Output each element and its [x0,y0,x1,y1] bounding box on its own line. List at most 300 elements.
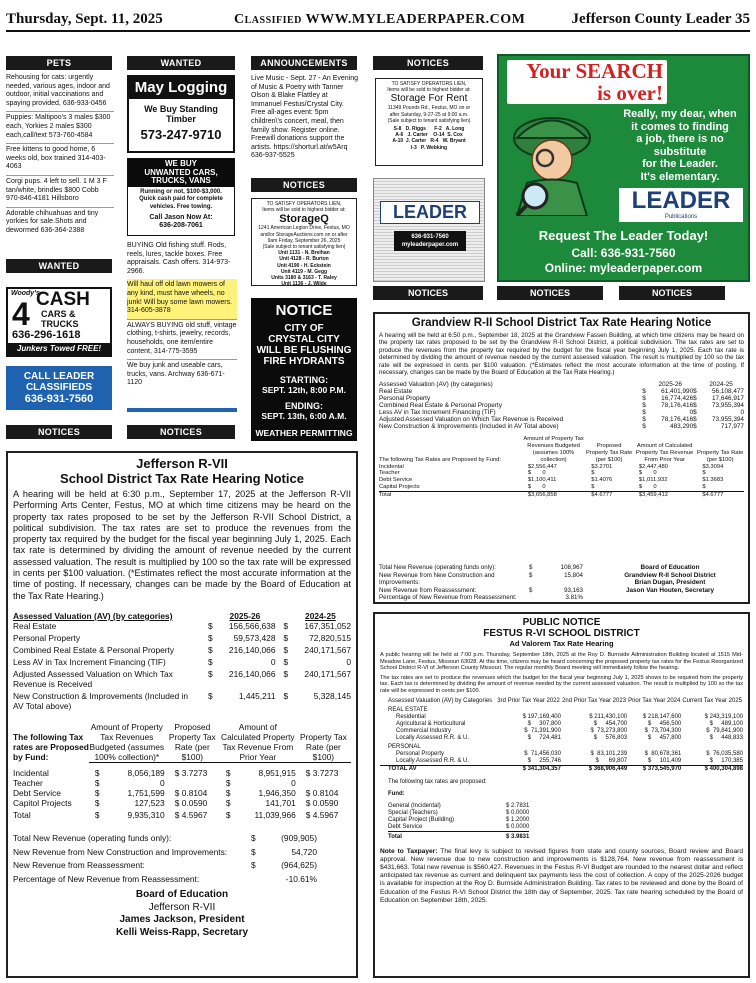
jefferson-av-cell: New Construction & Improvements (Included in AV Total above) [13,690,189,711]
grandview-notice [373,312,750,604]
festus-re-row-cell: $ 79,841,900 [706,727,743,734]
festus-pp-row-cell: $ 71,456,030 [524,751,561,758]
jefferson-av-cell: 156,566,638 [228,620,276,631]
jefferson-av-cell: 59,573,428 [233,632,276,643]
storagefr-line: after Saturday, 9-27-25 at 9:00 a.m. [389,111,469,118]
search-ad-line: it comes to finding [631,120,729,133]
festus-re-row-cell: $ 448,833 [709,734,743,741]
grandview-total-label: Percentage of New Revenue from Reassessment: [379,594,517,602]
festus-total-cell: $ 341,304,357 [522,766,561,773]
grandview-rate-cell: Total [379,491,392,498]
may-logging-title: May Logging [129,77,233,99]
we-buy-line: Call Jason Now At: [149,214,213,221]
festus-re-row-cell: $ 456,500 [647,720,682,727]
header-page: Jefferson County Leader 35 [571,11,750,27]
jefferson-av-cell: $ [283,656,289,667]
we-buy-body [128,189,234,230]
festus-fund-total: $ 3.9831 [506,834,530,841]
jefferson-av-cell: $ [283,644,289,655]
storageq-line: (Sale subject to tenant satisfying lien) [262,244,346,251]
jefferson-rate-cell: $ 3.7273 [174,768,208,779]
search-ad-h1: Your SEARCH [526,59,663,83]
grandview-av-row [379,395,744,402]
hydrant-line: CRYSTAL CITY [268,334,340,345]
jefferson-rate-cell: 8,056,189 [127,768,165,779]
jefferson-av-cell: $ [283,632,289,643]
pets-item: Free kittens to good home, 6 weeks old, box trained 314-403-4063 [6,143,114,175]
festus-re-row-cell: Locally Assessed R.R. & U. [396,734,470,741]
notices-header-2: NOTICES [127,425,235,439]
jefferson-rate-cell: $ [225,798,231,809]
grandview-av-cell: $ [693,402,697,410]
festus-pp-row-cell: Locally Assessed R.R. & U. [396,758,470,765]
jefferson-total-row [13,832,351,846]
search-ad-line: for the Leader. [642,158,718,170]
festus-pp-row-cell: $ 255,746 [527,758,561,765]
festus-re-row-cell: $ 73,273,800 [590,727,628,734]
grandview-av-head: Assessed Valuation (AV) (by categories) [379,381,493,389]
search-ad-call: Call: 636-931-7560 [571,246,676,260]
grandview-av-cell: $ [693,416,697,424]
grandview-rate-cell: $2,447,480 [638,463,668,470]
grandview-av-cell: 0 [740,409,744,417]
grandview-total-row [379,587,589,595]
we-buy-line: UNWANTED CARS, [144,167,218,177]
hydrant-end-label: ENDING: [285,401,323,411]
jefferson-rate-cell: Capitol Projects [13,798,72,809]
storageq-line: TO SATISFY OPERATORS LIEN, [266,201,342,207]
jefferson-total-val: (964,625) [281,860,317,871]
search-ad-body [614,108,746,183]
pets-header: PETS [6,56,112,70]
leader-newspaper-ad [373,178,485,282]
jefferson-total-label: New Revenue from Reassessment: [13,860,145,871]
storagefr-line: (Sale subject to tenant satisfying lien) [387,117,471,124]
jefferson-av-cell: 240,171,567 [304,668,351,679]
grandview-av-row [379,388,744,395]
jefferson-rate-cell: 0 [291,778,296,789]
jefferson-av-row [13,669,351,691]
detective-figure [507,108,597,216]
notices-header-5: NOTICES [373,286,483,300]
festus-title-3: Ad Valorem Tax Rate Hearing [509,639,614,648]
header-section: Classified WWW.MYLEADERPAPER.COM [234,12,526,27]
festus-head: 2nd Prior Tax Year 2023 [562,698,627,704]
festus-total-cell: $ 400,304,898 [704,766,743,773]
jefferson-total-label: New Revenue from New Construction and Improvements: [13,846,228,857]
grandview-av-row [379,416,744,423]
jefferson-rate-cell: $ [94,788,100,799]
grandview-total-row [379,572,589,587]
grandview-rate-cell: $3.3094 [702,463,724,470]
grandview-rate-cell: Incidental [379,463,404,470]
jefferson-total-val: -10.61% [285,873,317,884]
festus-fund-name: General (Incidental) [388,803,441,810]
festus-fund-row [388,824,529,832]
jefferson-sig-line: Board of Education [135,889,229,901]
woody-cash-ad [6,287,112,357]
grandview-sig-line: Jason Van Houten, Secretary [625,586,715,594]
grandview-rate-row [379,477,744,484]
festus-re-row [380,735,743,742]
grandview-total-val: 15,804 [564,571,583,579]
festus-pp-row-cell: $ 76,035,580 [706,751,743,758]
grandview-av-cell: $ [693,409,697,417]
grandview-av-cell: 73,955,394 [712,402,744,410]
storageq-unit: Unit 1131 - N. Brelhan [278,250,330,257]
grandview-av-cell: 61,401,990 [661,388,694,396]
grandview-av-cell: Adjusted Assessed Valuation on Which Tax Revenue is Received [379,416,564,424]
grandview-rate-head: The following Tax Rates are Proposed by Fund: [379,456,502,463]
hydrant-line: FIRE HYDRANTS [263,356,345,367]
jefferson-rate-cell: $ 0.0590 [174,798,208,809]
search-ad-line: a job, there is no [636,133,724,145]
jefferson-av-table [13,611,351,713]
grandview-total-cur [529,594,543,602]
we-buy-line: vehicles. Free towing. [149,203,213,210]
jefferson-av-row [13,657,351,669]
grandview-av-cell: Less AV in Tax Increment Financing (TIF) [379,409,496,417]
festus-total-cell: $ 373,545,970 [642,766,682,773]
festus-note-text: The final levy is subject to revised figures from state and county sources, Board review and Board approval. New revenue due to new construction and improvements is $128,764. New revenue from reassessment is $431,663. Total new revenue is $560,427. Revenues in the Festus R-VI Budget are rounded to the nearest dollar and reflect anticipated tax revenue as current and delinquent tax payments less the cost of collection. A copy of the 2025-2026 budget is available for inspection at the Roy D. Burnside Administration Building. Tax rates to be reviewed and done by the Board of Education of the Festus R-VI School District the 18th day of September, 2025. Tax rate hearing scheduled by the Board of Education on September 18th, 2025. [380,848,744,904]
grandview-title: Grandview R-II School District Tax Rate Hearing Notice [411,317,712,329]
wanted-item-highlighted: Will haul off old lawn mowers of any kind, must have wheels, no junk! Will buy some lawn mowers. 314-605-3878 [127,279,237,318]
jefferson-rate-head: Amount of Calculated Property Tax Revenue From Prior Year [221,721,295,762]
festus-fund-total: Total [388,834,402,841]
festus-fund-table [388,803,529,841]
woody-cars: CARS & [41,309,76,319]
grandview-av-cell: $ [642,395,646,403]
search-ad-logo-sub: Publications [664,214,698,220]
festus-re-row [380,714,743,721]
pets-item: Rehousing for cats: urgently needed, various ages, indoor and outdoor, initial vaccinations and spaying provided, 636-933-0456 [6,74,110,107]
grandview-total-label: Total New Revenue (operating funds only): [379,564,496,571]
grandview-rate-cell: $ [591,470,595,477]
grandview-rate-row [379,464,744,471]
jefferson-total-row [13,859,351,873]
grandview-rate-cell: $1.3683 [702,477,724,484]
jefferson-rate-cell: 0 [160,778,165,789]
grandview-av-cell: Combined Real Estate & Personal Property [379,402,502,410]
jefferson-total-row [13,873,351,887]
jefferson-rate-cell: $ [94,810,100,821]
festus-re-row-cell: $ 454,700 [593,720,628,727]
leader-logo-small: LEADER [380,201,480,224]
hydrant-weather: WEATHER PERMITTING [255,428,353,438]
grandview-total-cur: $ [529,571,533,579]
festus-re-row [380,721,743,728]
call-leader-line: CALL LEADER [23,371,95,382]
grandview-av-row [379,423,744,430]
festus-head: 3rd Prior Tax Year 2022 [497,698,560,704]
grandview-av-table [379,381,744,430]
festus-re-row-cell: $ 489,100 [709,720,743,727]
search-over-ad [497,54,750,282]
grandview-total-row [379,594,589,602]
jefferson-av-cell: 5,328,145 [313,690,351,701]
storagefr-unit: S-8 D. Riggs F-2 A. Long [393,126,465,133]
jefferson-av-cell: 216,140,066 [228,668,276,679]
jefferson-av-cell: Adjusted Assessed Valuation on Which Tax Revenue is Received [13,668,173,689]
jefferson-rate-cell: 1,751,599 [127,788,165,799]
grandview-rate-cell: $ 0 [527,484,546,491]
grandview-rate-head: Amount of Calculated Property Tax Revenue From Prior Year [636,443,694,463]
jefferson-av-cell: 0 [346,656,351,667]
pets-item: Adorable chihuahuas and tiny yorkies for sale.Shots and dewormed 636-364-2388 [6,207,114,239]
jefferson-rate-cell: 1,946,350 [258,788,296,799]
woody-brand: Woody's [11,290,40,297]
jefferson-rate-cell: Incidental [13,768,49,779]
festus-p2: The tax rates are set to produce the revenues which the budget for the fiscal year beginning July 1, 2025 shows to be required from the property tax. Each tax is determined by dividing the amount of revenue needed by the current assessed valuation. The result is multiplied by 100 so the tax rate will be expressed in cents per $100. [380,674,743,694]
jefferson-av-cell: Real Estate [13,620,57,631]
festus-re-row-cell: $ 197,169,400 [522,713,561,720]
storagefr-line: TO SATISFY OPERATORS LIEN, [391,81,467,87]
festus-re-row-cell: Residential [396,713,426,720]
festus-av-table [380,698,743,773]
woody-phone: 636-296-1618 [12,329,81,341]
storagefr-name: Storage For Rent [390,93,468,105]
grandview-year: 2024-25 [709,381,733,389]
grandview-av-cell: $ [693,423,697,431]
grandview-rate-cell: $1,011,932 [638,477,668,484]
we-buy-cars-ad [127,158,235,236]
grandview-rate-cell: $ 0 [638,470,657,477]
jefferson-totals [13,832,351,886]
jefferson-title-2: School District Tax Rate Hearing Notice [60,471,304,486]
festus-title-1: PUBLIC NOTICE [522,617,601,628]
jefferson-rate-table [13,722,351,821]
festus-pp-row [380,751,743,758]
wanted-header-1: WANTED [127,56,235,70]
festus-proposed: The following tax rates are proposed: [388,779,487,786]
grandview-total-val: 108,967 [560,564,583,571]
grandview-av-cell: Personal Property [379,395,431,403]
grandview-rate-cell: Teacher [379,470,400,477]
jefferson-rate-cell: $ 3.7273 [305,768,339,779]
jefferson-rate-row [13,788,351,798]
festus-pp-row-cell: $ 69,807 [595,758,628,765]
festus-fund-rate: $ 0.0000 [506,824,530,831]
call-leader-phone: 636-931-7560 [24,393,94,405]
grandview-rate-cell: $1,100,411 [527,477,557,484]
jefferson-rate-cell: 8,951,915 [258,768,296,779]
festus-re-row-cell: Agricultural & Horticultural [396,720,466,727]
festus-re-row-cell: $ 457,800 [647,734,682,741]
festus-pp-label: PERSONAL [388,744,421,751]
grandview-av-cell: 73,955,394 [712,416,744,424]
notices-header-1: NOTICES [6,425,112,439]
blue-rule [127,408,237,412]
announcements-header: ANNOUNCEMENTS [251,56,357,70]
pets-item: Puppies: Maltipoo's 3 males $300 each, Yorkies 2 males $300 each,call/text 573-760-4584 [6,111,114,143]
jefferson-rate-cell: $ 0.0590 [305,798,339,809]
grandview-rate-cell: $3.2701 [591,463,613,470]
festus-total-cell: $ 368,906,449 [588,766,628,773]
jefferson-av-head: Assessed Valuation (AV) (by categories) [13,610,173,621]
storageq-line: Items will be sold to highest bidder at: [262,207,346,214]
grandview-rate-row [379,491,744,498]
jefferson-av-cell: Personal Property [13,632,81,643]
notices-header-4: NOTICES [373,56,483,70]
festus-re-row-cell: $ 218,147,600 [642,713,682,720]
jefferson-rate-cell: 141,701 [265,798,296,809]
grandview-paragraph: A hearing will be held at 6:50 p.m., September 18, 2025 at the Grandview Fassen Building, at which time citizens may be heard on the property tax rates proposed to be set by the Grandview R-II School District, a political subdivision. The tax rates are set to produce the revenues from the property tax required by the budget for the fiscal year beginning July 1, 2025. Each tax rate is determined by dividing the amount of revenue needed by the current assessed valuation. The result is multiplied by 100 so the tax rate will be expressed in cents per $100 valuation. (*Estimates reflect the most accurate information at the time of posting. If necessary, changes can be made by the Board of Education at the Tax Rate Hearing.) [379,332,744,377]
search-ad-logo [619,188,743,222]
jefferson-sig-line: Jefferson R-VII [148,901,216,913]
hydrant-line: CITY OF [284,323,324,334]
jefferson-rate-cell: $ 4.5967 [174,810,208,821]
jefferson-rate-cell [165,778,220,788]
search-ad-logo-text: LEADER [631,187,731,214]
may-logging-line: We Buy Standing [144,104,218,114]
jefferson-rate-cell: 11,039,966 [254,810,296,821]
festus-fund-rate: $ 0.0000 [506,810,530,817]
festus-pp-row-cell: $ 80,678,361 [644,751,682,758]
jefferson-av-cell: $ [207,668,213,679]
wanted-item: We buy junk and useable cars, trucks, vans. Archway 636-671-1120 [127,359,237,391]
grandview-rate-cell: $3,656,858 [527,491,557,498]
we-buy-line: Quick cash paid for complete [139,196,223,202]
festus-head: Assessed Valuation (AV) by Categories [388,698,493,704]
jefferson-total-val: 54,720 [291,846,317,857]
jefferson-rate-cell [296,778,351,788]
we-buy-line: Running or not, $100-$3,000. [140,188,222,195]
we-buy-line: WE BUY [165,159,197,168]
grandview-av-cell: $ [693,388,697,396]
wanted-item: BUYING Old fishing stuff. Rods, reels, lures, tackle boxes. Free appraisals. Cash offers. 314-973-2966. [127,242,231,275]
jefferson-rate-cell: Debt Service [13,788,61,799]
hydrant-start: SEPT. 12th, 8:00 P.M. [262,385,346,395]
grandview-total-row [379,564,589,572]
we-buy-line: TRUCKS, VANS [151,176,211,185]
jefferson-rate-head: Proposed Property Tax Rate (per $100) [165,722,220,763]
festus-re-row-cell: $ 243,319,100 [704,713,743,720]
notices-header-3: NOTICES [251,178,357,192]
jefferson-rate-cell: 9,935,310 [127,810,165,821]
search-ad-line: Really, my dear, when [623,108,737,120]
jefferson-total-label: Percentage of New Revenue from Reassessment: [13,873,200,884]
storagefr-unit: A-6 J. Carter O-14 S. Cox [395,132,463,139]
festus-title-2: FESTUS R-VI SCHOOL DISTRICT [483,628,640,639]
call-leader-ad [6,366,112,410]
header-date: Thursday, Sept. 11, 2025 [6,11,163,27]
jefferson-rate-cell: $ 4.5967 [305,810,339,821]
festus-pp-row-cell: $ 170,385 [709,758,743,765]
hydrant-line: WILL BE FLUSHING [256,345,352,356]
storageq-line: and/or StorageAuctions.com on or after [260,231,348,238]
grandview-totals [379,564,589,602]
storagefr-line: 11349 Pounds Rd., Festus, MO on or [387,105,471,112]
jefferson-paragraph: A hearing will be held at 6:30 p.m., September 17, 2025 at the Jefferson R-VII Performing Arts Center, Festus, MO at which time citizens may be heard on the property tax rates proposed to be set by the Jefferson R-VII School District, a political subdivision. The tax rates are set to produce the revenues from the property tax required by the budget for the fiscal year beginning July 1, 2025. Each tax rate is determined by dividing the amount of revenue needed by the current assessed valuation. The result is multiplied by 100 so the tax rate will be expressed in cents per $100 valuation. (*Estimates reflect the most accurate information at the time of posting. If necessary, changes can be made by the Board of Education at the Tax Rate Hearing.) [13,489,351,601]
jefferson-av-cell: $ [283,690,289,701]
grandview-rate-head: Proposed Property Tax Rate (per $100) [585,443,633,463]
storageq-notice [251,198,357,286]
festus-re-row-cell: Commercial Industry [396,727,452,734]
jefferson-rate-cell: $ [225,788,231,799]
grandview-year: 2025-26 [658,381,682,389]
storageq-unit: Units 3180 & 3163 - T. Raley [271,275,337,282]
jefferson-rate-cell: $ [94,778,100,789]
jefferson-rate-cell: $ [94,798,100,809]
jefferson-year: 2025-26 [229,610,261,621]
festus-fund-row [388,803,529,810]
jefferson-sig-line: Kelli Weiss-Rapp, Secretary [115,926,249,938]
festus-fund-name: Special (Teachers) [388,810,438,817]
festus-re-row-cell: $ 73,704,300 [644,727,682,734]
jefferson-rate-cell: $ [94,768,100,779]
storageq-unit: Unit 4128 - R. Burton [279,256,329,263]
grandview-av-cell: 17,646,917 [712,395,744,403]
grandview-total-cur: $ [529,564,533,571]
storageq-unit: Unit 1136 - J. Wilde [281,281,327,288]
hydrant-start-label: STARTING: [279,375,329,385]
festus-pp-row [380,758,743,765]
may-logging-phone: 573-247-9710 [140,127,222,142]
jefferson-av-row [13,621,351,633]
we-buy-cars-head [128,159,234,187]
festus-re-row-cell: $ 71,391,900 [524,727,561,734]
festus-re-label: REAL ESTATE [388,706,428,713]
woody-four: 4 [12,296,30,332]
jefferson-av-cell: $ [207,644,213,655]
grandview-sig-line: Board of Education [640,564,700,571]
grandview-rate-cell: $1.4076 [591,477,613,484]
storagefr-line: Items will be sold to highest bidder at: [387,87,471,94]
festus-re-row-cell: $ 307,800 [527,720,561,727]
jefferson-rate-row [13,808,351,820]
grandview-rate-cell: $2,556,447 [527,463,557,470]
grandview-av-cell: $ [642,409,646,417]
jefferson-rate-cell: Teacher [13,778,43,789]
grandview-av-cell: Real Estate [379,388,413,396]
grandview-total-val: 3.81% [565,594,583,602]
hydrant-title: NOTICE [275,302,333,319]
may-logging-ad [127,75,235,153]
festus-note [380,848,743,905]
storagefr-unit: A-10 J. Carter R-4 W. Bryant [392,138,466,145]
storageq-name: StorageQ [279,213,329,226]
grandview-sig-line: Grandview R-II School District [624,571,716,579]
festus-fund-row [388,810,529,817]
grandview-rate-cell: Capital Projects [379,484,420,491]
jefferson-rate-head: The following Tax rates are Proposed by Fund: [13,732,89,763]
jefferson-rate-row [13,778,351,788]
wanted-item: ALWAYS BUYING old stuff, vintage clothing, t-shirts, jewelry, records, households, one item/entire content, 314-775-3595 [127,319,237,359]
jefferson-rate-head: Property Tax Rate (per $100) [296,722,351,763]
jefferson-av-cell: 240,171,567 [304,644,351,655]
jefferson-av-cell: $ [207,632,213,643]
grandview-av-cell: $ [642,388,646,396]
grandview-av-cell: 78,176,416 [661,402,694,410]
storagefr-unit: I-3 P. Webking [410,144,448,151]
grandview-av-cell: 0 [689,409,694,417]
leader-small-url: myleaderpaper.com [401,242,459,248]
festus-re-row-cell: $ 211,430,100 [589,713,628,720]
jefferson-rate-cell: Total [13,810,31,821]
jefferson-av-cell: $ [283,620,289,631]
festus-re-row-cell: $ 576,803 [593,734,628,741]
announcement-text: Live Music - Sept. 27 - An Evening of Music & Poetry with Tanner Olson & Blake Flattley at Immanuel Festus/Crystal City. Free all-ages event: 5pm children\'s concert, meal, then family show. Register online. Freewill donations support the artists. https://shorturl.at/w5Arq 636-937-5525 [251,75,358,160]
call-leader-line: CLASSIFIEDS [25,382,93,393]
festus-fund-name: Capital Project (Building) [388,817,455,824]
jefferson-av-cell: Combined Real Estate & Personal Property [13,644,175,655]
search-ad-line: substitute [653,145,707,158]
grandview-rate-cell: $ [702,470,706,477]
jefferson-total-row [13,846,351,860]
grandview-total-label: New Revenue from Reassessment: [379,586,477,594]
pets-item: Corgi pups. 4 left to sell. 1 M 3 F tan/white, brindles $800 Cobb 970-846-4181 Hillsboro [6,175,114,207]
wanted-list [127,242,237,391]
